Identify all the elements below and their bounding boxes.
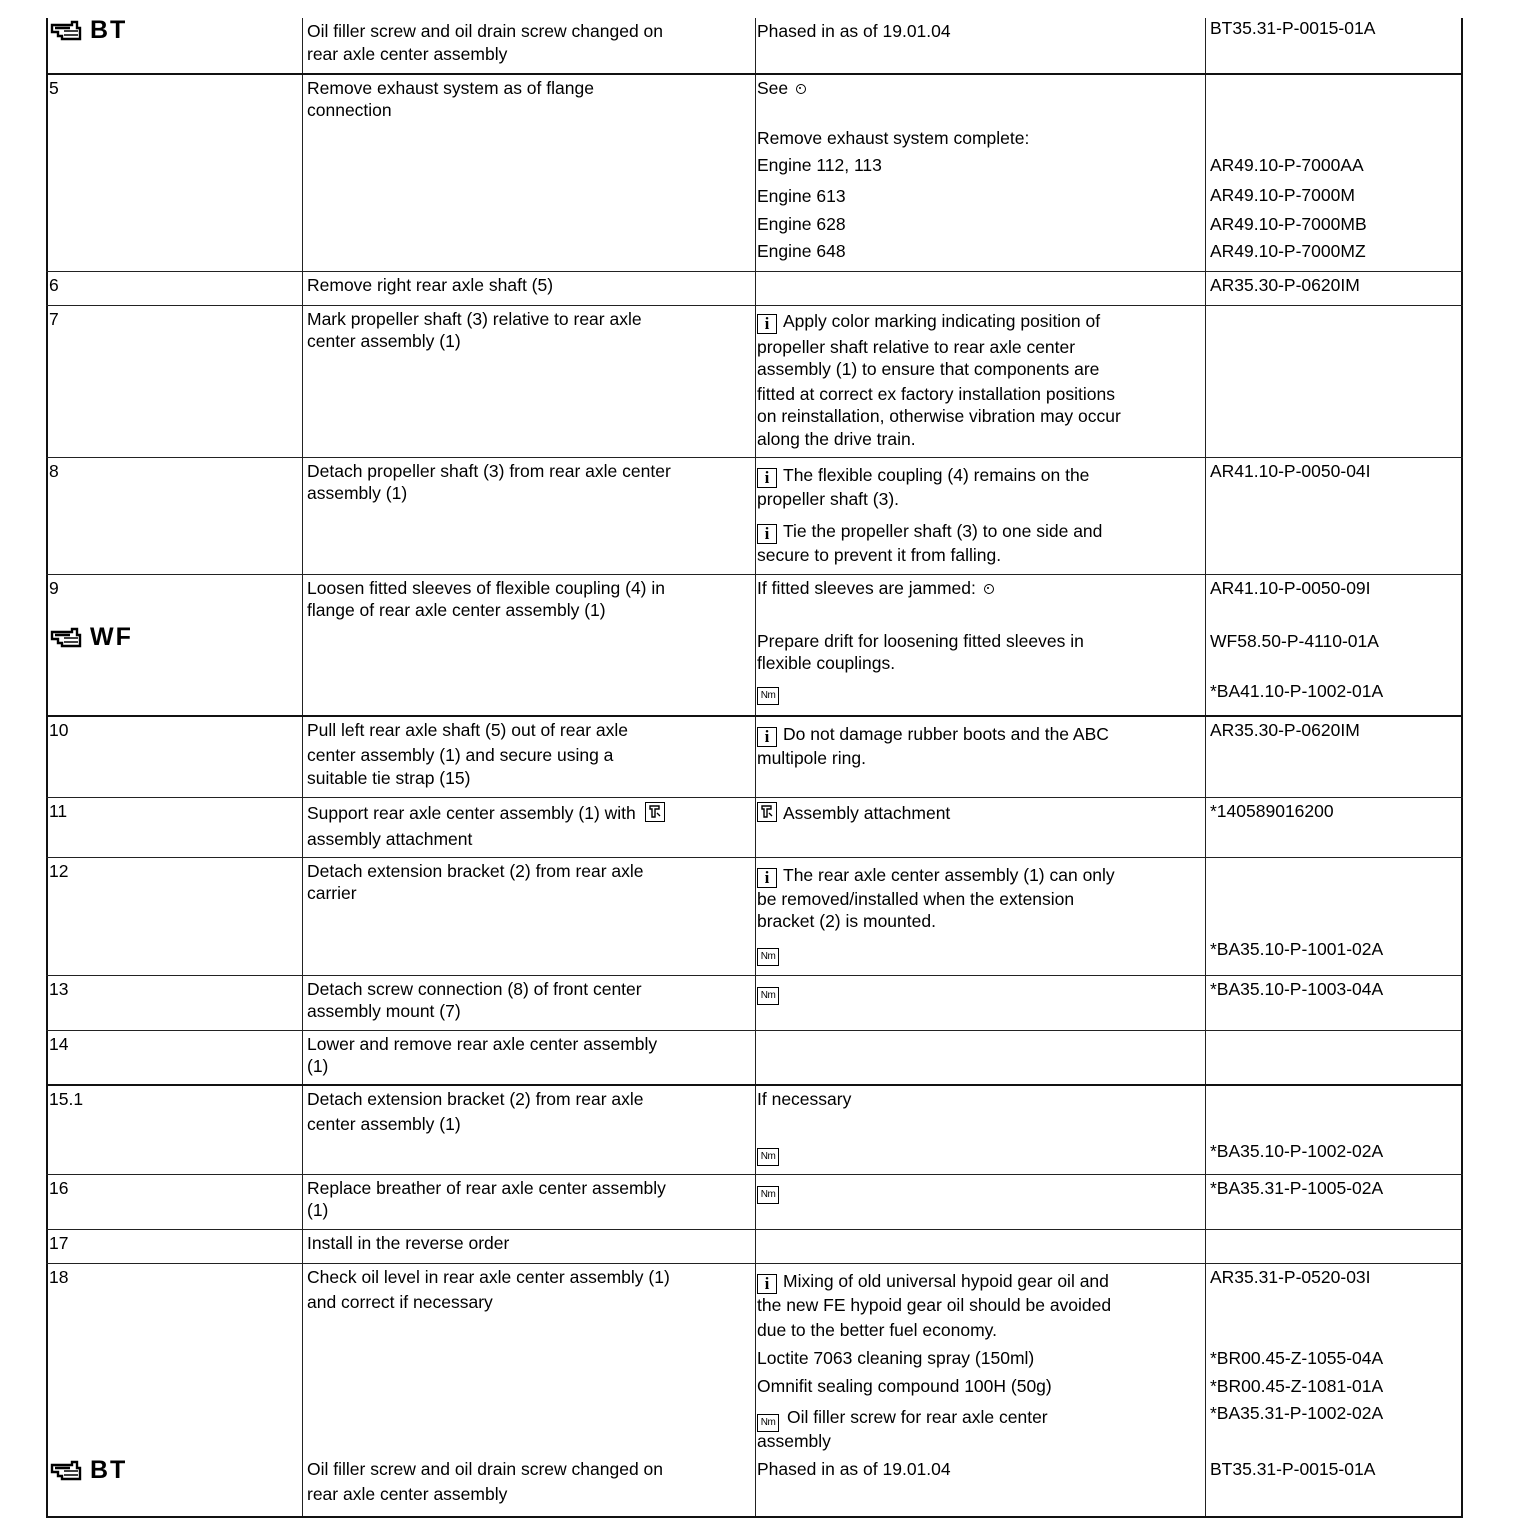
table-row: 7 Mark propeller shaft (3) relative to rear axle center assembly (1) i Apply color marking indicating position of propeller shaft relative to rear axle center assembly (1) to ensure that components are fitted at correct ex factory installation positions on reinstallation, otherwise vibration may occur along the drive train. — [46, 306, 1463, 458]
step-number: 9 — [49, 578, 59, 598]
table-row: 11 Support rear axle center assembly (1) with assembly attachment Assembly attachment *140589016200 — [46, 798, 1463, 858]
table-row: 8 Detach propeller shaft (3) from rear axle center assembly (1) i The flexible coupling (4) remains on the propeller shaft (3). i Tie the propeller shaft (3) to one side and secure to prevent it from falling. AR41.10-P-0050-04I — [46, 458, 1463, 575]
reference-link[interactable]: *BA35.10-P-1003-04A — [1210, 979, 1384, 999]
special-tool-icon — [645, 802, 665, 822]
description-text: Oil filler screw and oil drain screw changed on — [307, 21, 663, 41]
pointing-hand-icon — [50, 626, 82, 650]
note-text: Phased in as of 19.01.04 — [757, 21, 951, 41]
torque-icon: Nm — [757, 1148, 779, 1166]
reference-link[interactable]: *BR00.45-Z-1055-04A — [1210, 1348, 1384, 1368]
see-reference-icon[interactable] — [796, 84, 806, 94]
reference-link[interactable]: *BR00.45-Z-1081-01A — [1210, 1376, 1384, 1396]
table-row: 15.1 Detach extension bracket (2) from rear axle center assembly (1) If necessary Nm *BA35.10-P-1002-02A — [46, 1086, 1463, 1175]
reference-link[interactable]: AR35.30-P-0620IM — [1210, 275, 1360, 295]
see-reference-icon[interactable] — [984, 584, 994, 594]
torque-icon: Nm — [757, 1414, 779, 1432]
reference-link[interactable]: *BA35.31-P-1005-02A — [1210, 1178, 1384, 1198]
step-number: 7 — [49, 309, 59, 329]
table-row — [46, 0, 1463, 75]
table-row: 16 Replace breather of rear axle center assembly (1) Nm *BA35.31-P-1005-02A — [46, 1175, 1463, 1230]
step-number: 16 — [49, 1178, 69, 1198]
reference-link[interactable]: AR49.10-P-7000AA — [1210, 155, 1364, 175]
table-row: 14 Lower and remove rear axle center assembly (1) — [46, 1031, 1463, 1086]
table-row: 18 Check oil level in rear axle center assembly (1) and correct if necessary i Mixing of old universal hypoid gear oil and the new FE hypoid gear oil should be avoided due to the better fuel economy. Loctite 7063 cleaning spray (150ml) Omnifit sealing compound 100H (50g) Nm Oil filler screw for rear axle center assembly AR35.31-P-0520-03I *BR00.45-Z-1055-04A *BR00.45-Z-1081-01A *BA35.31-P-1002-02A BT Oil filler screw and oil drain screw changed on rear axle center assembly Phased in as of 19.01.04 BT35.31-P-0015-01A — [46, 1264, 1463, 1518]
table-row — [46, 1230, 1463, 1264]
torque-icon: Nm — [757, 948, 779, 966]
reference-link[interactable]: AR49.10-P-7000M — [1210, 185, 1355, 205]
table-row: 12 Detach extension bracket (2) from rear axle carrier i The rear axle center assembly (1) can only be removed/installed when the extension bracket (2) is mounted. Nm *BA35.10-P-1001-02A — [46, 858, 1463, 976]
step-number: 17 — [49, 1233, 69, 1253]
step-number: 5 — [49, 78, 59, 98]
reference-link[interactable]: AR35.31-P-0520-03I — [1210, 1267, 1371, 1287]
info-icon: i — [757, 524, 777, 544]
bt-badge: BT — [50, 16, 127, 45]
bt-badge: BT — [50, 1456, 127, 1485]
description-text: Install in the reverse order — [307, 1233, 510, 1253]
torque-icon: Nm — [757, 687, 779, 705]
pointing-hand-icon — [50, 19, 82, 43]
info-icon: i — [757, 314, 777, 334]
reference-link[interactable]: AR35.30-P-0620IM — [1210, 720, 1360, 740]
reference-link[interactable]: AR49.10-P-7000MB — [1210, 214, 1367, 234]
step-number: 11 — [49, 801, 68, 821]
info-icon: i — [757, 868, 777, 888]
note-text: Phased in as of 19.01.04 — [757, 1459, 951, 1479]
step-number: 14 — [49, 1034, 69, 1054]
info-icon: i — [757, 1274, 777, 1294]
table-row: 9 WF Loosen fitted sleeves of flexible coupling (4) in flange of rear axle center assembly (1) If fitted sleeves are jammed: Prepare drift for loosening fitted sleeves in flexible couplings. Nm AR41.10-P-0050-09I WF58.50-P-4110-01A *BA41.10-P-1002-01A — [46, 575, 1463, 717]
table-row: 13 Detach screw connection (8) of front center assembly mount (7) Nm *BA35.10-P-1003-04A — [46, 976, 1463, 1031]
table-row — [46, 272, 1463, 306]
reference-link[interactable]: BT35.31-P-0015-01A — [1210, 1459, 1376, 1479]
reference-link[interactable]: BT35.31-P-0015-01A — [1210, 18, 1376, 38]
info-icon: i — [757, 468, 777, 488]
info-icon: i — [757, 727, 777, 747]
reference-link[interactable]: AR41.10-P-0050-04I — [1210, 461, 1371, 481]
step-number: 15.1 — [49, 1089, 84, 1109]
description-text: rear axle center assembly — [307, 44, 508, 64]
description-text: Remove right rear axle shaft (5) — [307, 275, 554, 295]
step-number: 18 — [49, 1267, 69, 1287]
torque-icon: Nm — [757, 1186, 779, 1204]
step-number: 12 — [49, 861, 69, 881]
step-number: 6 — [49, 275, 59, 295]
reference-link[interactable]: *BA35.10-P-1001-02A — [1210, 939, 1384, 959]
step-number: 10 — [49, 720, 69, 740]
reference-link[interactable]: *BA41.10-P-1002-01A — [1210, 681, 1384, 701]
special-tool-icon — [757, 802, 777, 822]
reference-link[interactable]: *BA35.10-P-1002-02A — [1210, 1141, 1384, 1161]
wf-badge: WF — [50, 623, 133, 652]
table-row: 10 Pull left rear axle shaft (5) out of rear axle center assembly (1) and secure using a suitable tie strap (15) i Do not damage rubber boots and the ABC multipole ring. AR35.30-P-0620IM — [46, 717, 1463, 798]
reference-link[interactable]: AR49.10-P-7000MZ — [1210, 241, 1366, 261]
table-row: 5 Remove exhaust system as of flange connection See Remove exhaust system complete: Engine 112, 113 Engine 613 Engine 628 Engine 648 AR49.10-P-7000AA AR49.10-P-7000M AR49.10-P-7000MB AR49.10-P-7000MZ — [46, 75, 1463, 272]
reference-link[interactable]: WF58.50-P-4110-01A — [1210, 631, 1379, 651]
reference-link[interactable]: AR41.10-P-0050-09I — [1210, 578, 1371, 598]
step-number: 8 — [49, 461, 59, 481]
pointing-hand-icon — [50, 1459, 82, 1483]
step-number: 13 — [49, 979, 69, 999]
torque-icon: Nm — [757, 987, 779, 1005]
reference-link[interactable]: *140589016200 — [1210, 801, 1334, 821]
reference-link[interactable]: *BA35.31-P-1002-02A — [1210, 1403, 1384, 1423]
